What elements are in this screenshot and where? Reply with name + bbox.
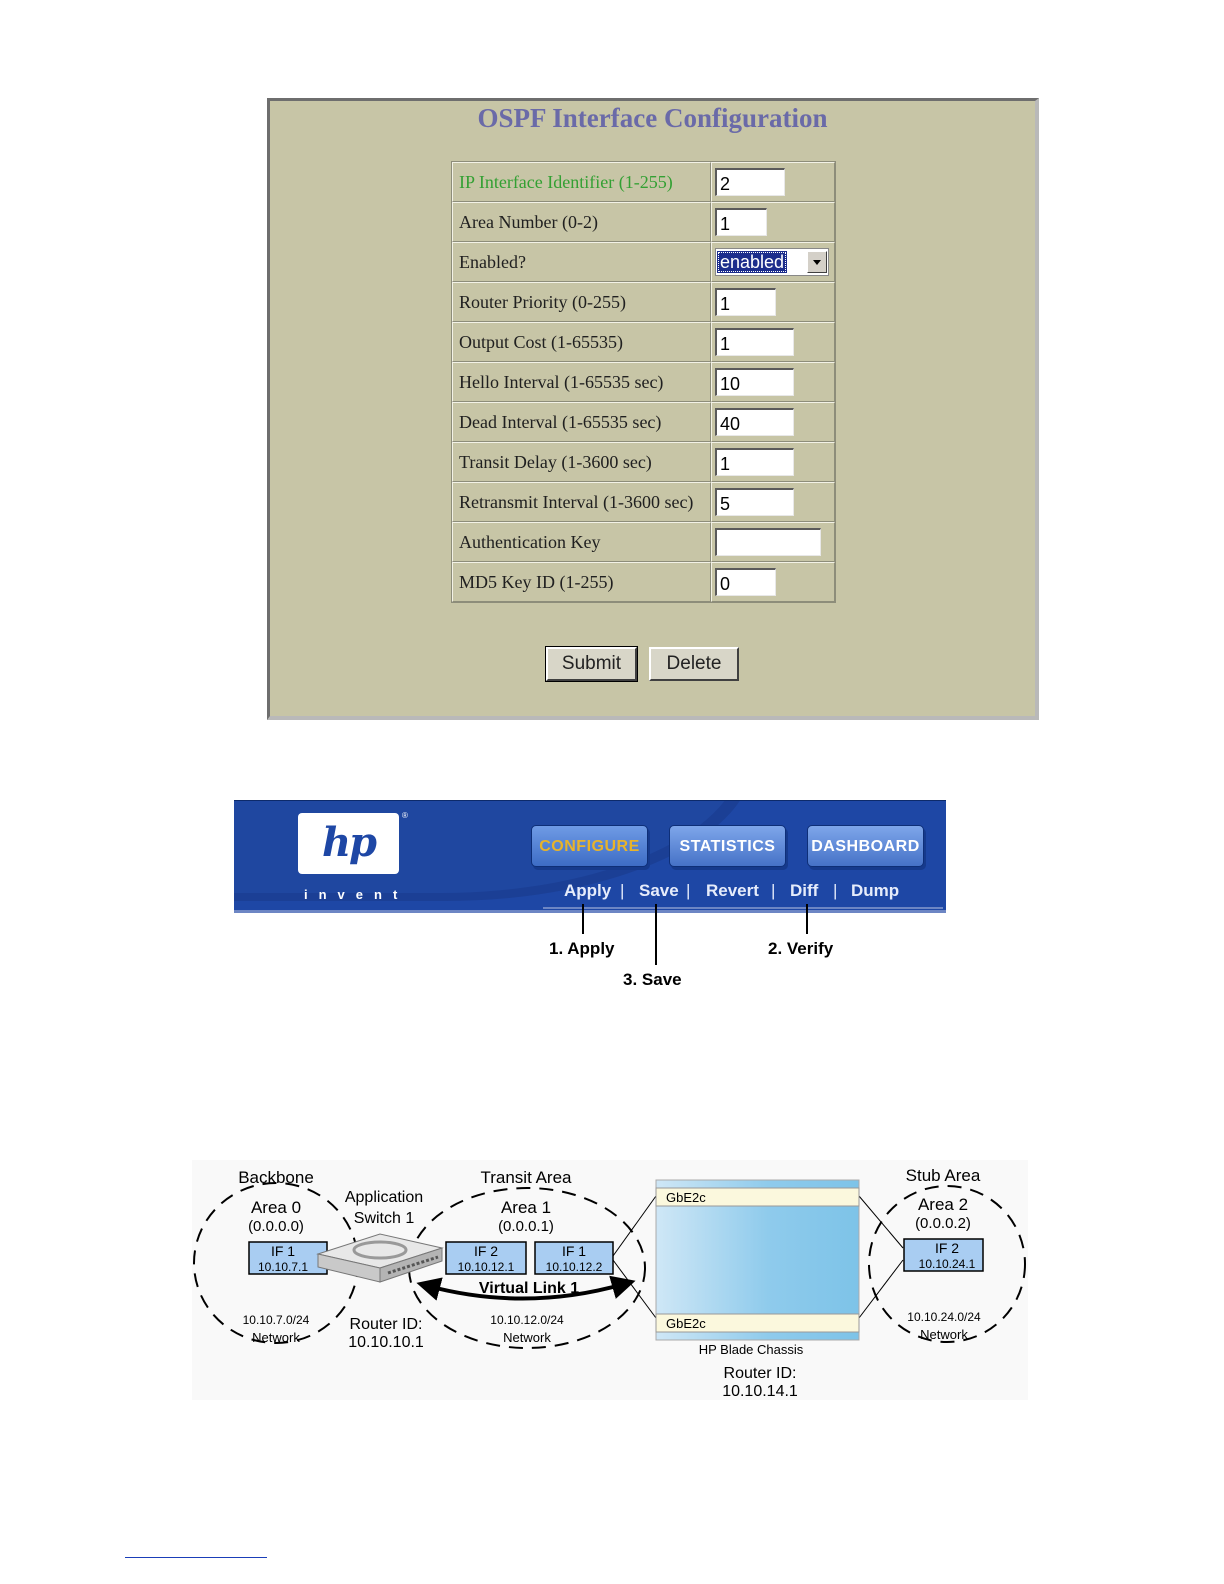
diagram-background: [192, 1160, 1028, 1400]
chassis-router-id: 10.10.14.1: [722, 1383, 798, 1400]
table-row: [452, 242, 835, 282]
verify-callout: 2. Verify: [768, 939, 834, 958]
switch-label-line2: Switch 1: [353, 1210, 415, 1227]
diff-link[interactable]: Diff: [790, 881, 819, 900]
area-number-label: Area Number (0-2): [452, 202, 711, 242]
transit-if-a-ip: 10.10.12.1: [457, 1260, 515, 1274]
gbe2c-bottom-label: GbE2c: [666, 1316, 706, 1331]
transit-network: 10.10.12.0/24: [490, 1313, 564, 1327]
submit-button[interactable]: Submit: [546, 647, 637, 681]
backbone-area: Area 0: [250, 1198, 302, 1217]
save-callout-line: [655, 904, 657, 965]
table-row: [452, 562, 835, 602]
backbone-network: 10.10.7.0/24: [242, 1313, 310, 1327]
table-row: [452, 282, 835, 322]
stub-network-word: Network: [920, 1327, 968, 1342]
chassis-router-id-label: Router ID:: [723, 1365, 797, 1382]
stub-if-ip: 10.10.24.1: [918, 1257, 976, 1271]
table-row: [452, 482, 835, 522]
table-row: [452, 162, 835, 202]
dead-interval-label: Dead Interval (1-65535 sec): [452, 402, 711, 442]
hello-interval-input[interactable]: 10: [715, 368, 794, 396]
stub-network: 10.10.24.0/24: [907, 1310, 981, 1324]
dump-link[interactable]: Dump: [851, 881, 900, 900]
footnote-divider: [125, 1557, 267, 1558]
table-row: [452, 522, 835, 562]
table-row: [452, 202, 835, 242]
switch-router-id-label: Router ID:: [349, 1316, 423, 1333]
link-separator: |: [620, 881, 625, 900]
page-title: OSPF Interface Configuration: [477, 103, 828, 133]
enabled-label: Enabled?: [452, 242, 711, 282]
router-priority-input[interactable]: 1: [715, 288, 776, 316]
enabled-select-value: enabled: [717, 251, 787, 273]
hp-tagline: invent: [304, 887, 409, 902]
area-number-input[interactable]: 1: [715, 208, 767, 236]
switch-router-id: 10.10.10.1: [348, 1334, 424, 1351]
virtual-link-label: Virtual Link 1: [478, 1280, 580, 1297]
save-link[interactable]: Save: [639, 881, 679, 900]
dead-interval-input[interactable]: 40: [715, 408, 794, 436]
hp-logo: [298, 813, 399, 874]
authentication-key-input[interactable]: [715, 528, 821, 556]
chevron-down-icon[interactable]: [807, 251, 827, 273]
enabled-select[interactable]: [715, 248, 829, 276]
table-row: [452, 402, 835, 442]
backbone-title: Backbone: [238, 1168, 314, 1187]
transit-delay-input[interactable]: 1: [715, 448, 794, 476]
delete-button[interactable]: Delete: [649, 647, 739, 681]
transit-network-word: Network: [503, 1330, 551, 1345]
chassis-label: HP Blade Chassis: [698, 1342, 804, 1357]
switch-label-line1: Application: [344, 1189, 424, 1206]
backbone-if-ip: 10.10.7.1: [257, 1260, 309, 1274]
link-separator: |: [686, 881, 691, 900]
table-row: [452, 362, 835, 402]
transit-if-a-label: IF 2: [473, 1243, 499, 1259]
gbe2c-top-label: GbE2c: [666, 1190, 706, 1205]
md5-key-id-input[interactable]: 0: [715, 568, 776, 596]
tab-configure[interactable]: CONFIGURE: [531, 825, 648, 867]
apply-callout: 1. Apply: [549, 939, 615, 958]
transit-area: Area 1: [500, 1198, 552, 1217]
transit-if-b-ip: 10.10.12.2: [545, 1260, 603, 1274]
table-row: [452, 322, 835, 362]
retransmit-interval-input[interactable]: 5: [715, 488, 794, 516]
output-cost-label: Output Cost (1-65535): [452, 322, 711, 362]
apply-callout-line: [582, 904, 584, 934]
stub-if-label: IF 2: [934, 1240, 960, 1256]
save-callout: 3. Save: [623, 970, 682, 989]
router-priority-label: Router Priority (0-255): [452, 282, 711, 322]
backbone-area-id: (0.0.0.0): [248, 1218, 304, 1235]
revert-link[interactable]: Revert: [706, 881, 759, 900]
retransmit-interval-label: Retransmit Interval (1-3600 sec): [452, 482, 711, 522]
apply-link[interactable]: Apply: [564, 881, 612, 900]
ospf-config-panel: [267, 98, 1039, 720]
stub-area-id: (0.0.0.2): [915, 1215, 971, 1232]
table-row: [452, 442, 835, 482]
verify-callout-line: [806, 904, 808, 934]
output-cost-input[interactable]: 1: [715, 328, 794, 356]
stub-area: Area 2: [917, 1195, 969, 1214]
tab-dashboard[interactable]: DASHBOARD: [807, 825, 924, 867]
transit-delay-label: Transit Delay (1-3600 sec): [452, 442, 711, 482]
backbone-network-word: Network: [252, 1330, 300, 1345]
hello-interval-label: Hello Interval (1-65535 sec): [452, 362, 711, 402]
transit-if-b-label: IF 1: [561, 1243, 587, 1259]
authentication-key-label: Authentication Key: [452, 522, 711, 562]
link-separator: |: [833, 881, 838, 900]
ospf-form-table: [451, 161, 836, 603]
transit-area-id: (0.0.0.1): [498, 1218, 554, 1235]
ip-interface-id-input[interactable]: 2: [715, 168, 785, 196]
hp-logo-text: hp: [321, 819, 376, 866]
ip-interface-id-label: IP Interface Identifier (1-255): [452, 162, 711, 202]
registered-mark: ®: [402, 811, 408, 820]
tab-statistics[interactable]: STATISTICS: [669, 825, 786, 867]
stub-title: Stub Area: [905, 1166, 981, 1185]
md5-key-id-label: MD5 Key ID (1-255): [452, 562, 711, 602]
link-separator: |: [771, 881, 776, 900]
transit-title: Transit Area: [480, 1168, 572, 1187]
ospf-network-diagram: [192, 1160, 1028, 1400]
hp-nav-banner: [234, 800, 946, 913]
backbone-if-label: IF 1: [270, 1243, 296, 1259]
